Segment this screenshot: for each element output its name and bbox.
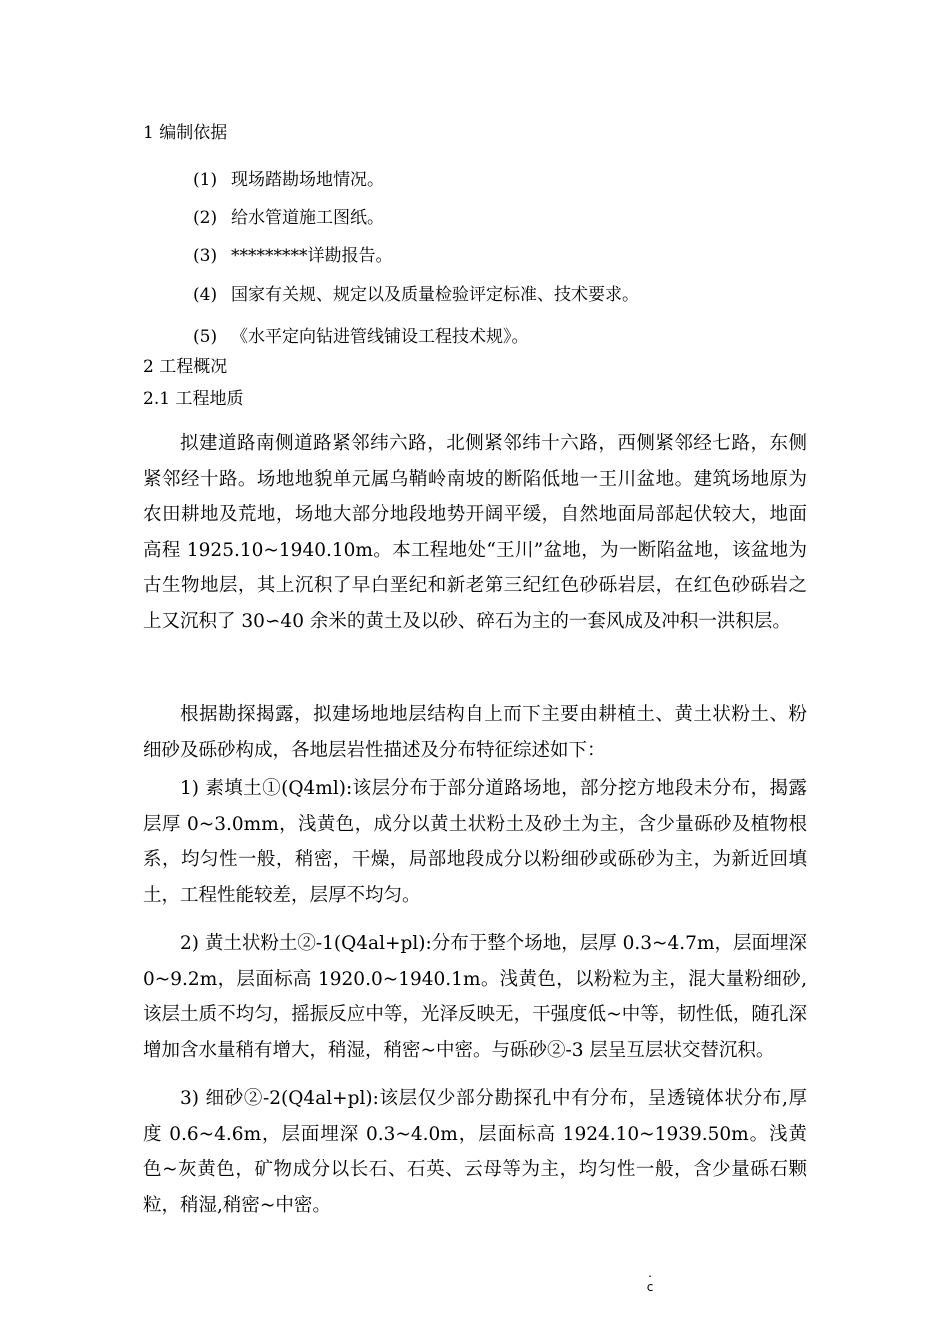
basis-item-text: 《水平定向钻进管线铺设工程技术规》。: [231, 327, 529, 347]
basis-item-text: 给水管道施工图纸。: [231, 208, 384, 228]
paragraph-layer-2: 2) 黄土状粉土②-1(Q4al+pl):分布于整个场地，层厚 0.3~4.7m，层面埋深 0~9.2m，层面标高 1920.0~1940.1m。浅黄色，以粉粒为主，混大量粉细砂,该层土质不均匀，摇振反应中等，光泽反映无，干强度低~中等，韧性低，随孔深增加含水量稍有增大，稍湿，稍密~中密。与砾砂②-3 层呈互层状交替沉积。: [143, 933, 807, 1061]
section-1-title: 1 编制依据: [143, 123, 228, 143]
basis-item-number: (2): [193, 208, 218, 228]
basis-item-4: [193, 283, 639, 307]
footer-dot: .: [648, 1266, 652, 1280]
basis-item-text: 现场踏勘场地情况。: [231, 170, 384, 190]
paragraph-strata-intro: 根据勘探揭露，拟建场地地层结构自上而下主要由耕植土、黄土状粉土、粉细砂及砾砂构成，各地层岩性描述及分布特征综述如下：: [143, 704, 807, 761]
basis-item-2: [193, 206, 384, 230]
basis-item-3: [193, 244, 393, 268]
basis-item-5: [193, 325, 529, 349]
basis-item-text: 国家有关规、规定以及质量检验评定标准、技术要求。: [231, 285, 639, 305]
paragraph-layer-1: 1) 素填土①(Q4ml):该层分布于部分道路场地，部分挖方地段未分布，揭露层厚 0~3.0mm，浅黄色，成分以黄土状粉土及砂土为主，含少量砾砂及植物根系，均匀性一般，稍密，干燥，局部地段成分以粉细砂或砾砂为主，为新近回填土，工程性能较差，层厚不均匀。: [143, 778, 807, 906]
page-footer-mark: [645, 1266, 655, 1294]
basis-item-number: (1): [193, 170, 218, 190]
section-2-title: 2 工程概况: [143, 357, 228, 377]
footer-letter: c: [646, 1280, 654, 1294]
basis-item-number: (4): [193, 285, 218, 305]
paragraph-site-overview: 拟建道路南侧道路紧邻纬六路，北侧紧邻纬十六路，西侧紧邻经七路，东侧紧邻经十路。场地地貌单元属乌鞘岭南坡的断陷低地一王川盆地。建筑场地原为农田耕地及荒地，场地大部分地段地势开阔平缓，自然地面局部起伏较大，地面高程 1925.10~1940.10m。本工程地处“王川”盆地，为一断陷盆地，该盆地为古生物地层，其上沉积了早白垩纪和新老第三纪红色砂砾岩层，在红色砂砾岩之上又沉积了 30∽40 余米的黄土及以砂、碎石为主的一套风成及冲积一洪积层。: [143, 433, 807, 632]
paragraph-layer-3: 3) 细砂②-2(Q4al+pl):该层仅少部分勘探孔中有分布，呈透镜体状分布,厚度 0.6~4.6m，层面埋深 0.3~4.0m，层面标高 1924.10~1939.50m。浅黄色~灰黄色，矿物成分以长石、石英、云母等为主，均匀性一般，含少量砾石颗粒，稍湿,稍密~中密。: [143, 1088, 807, 1216]
basis-item-number: (3): [193, 246, 218, 266]
basis-item-text: *********详勘报告。: [231, 246, 393, 266]
basis-item-number: (5): [193, 327, 218, 347]
section-2-1-title: 2.1 工程地质: [143, 389, 244, 409]
basis-item-1: [193, 168, 384, 192]
